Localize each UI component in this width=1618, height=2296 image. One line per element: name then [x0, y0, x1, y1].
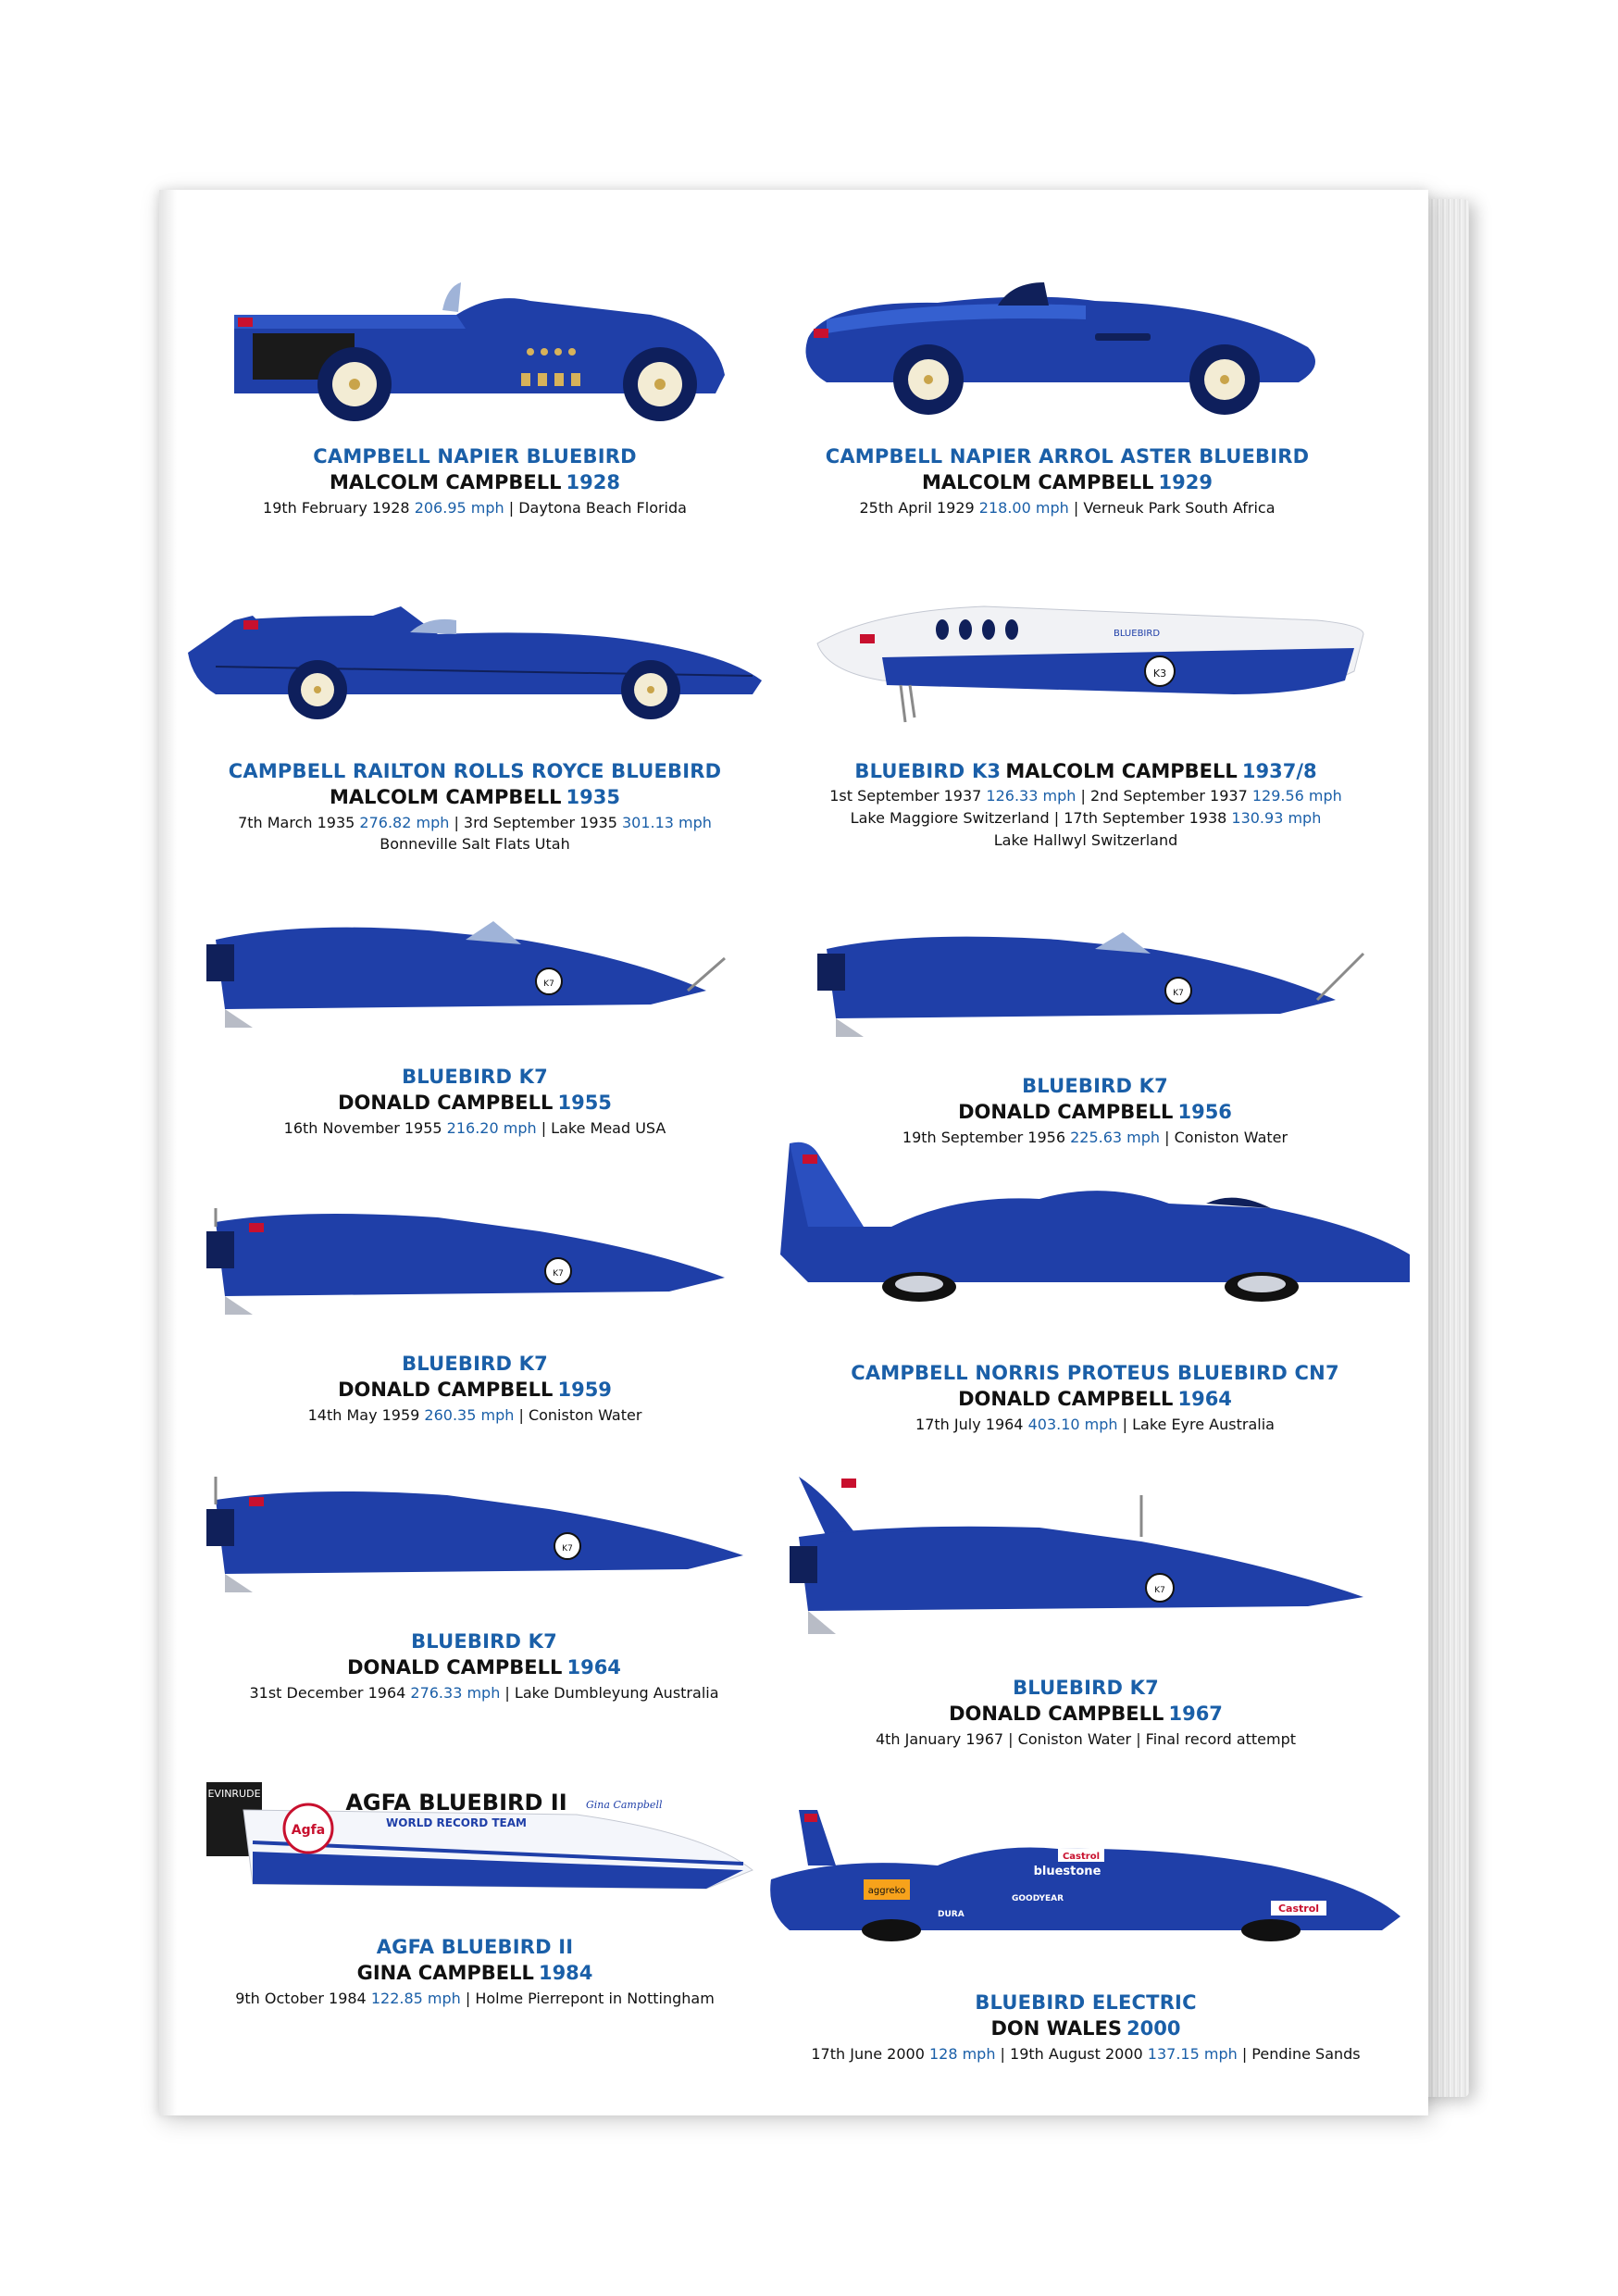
- detail-date: 19th February 1928: [263, 498, 415, 517]
- record-entry-1967: [771, 1458, 1400, 1749]
- record-year: 1928: [566, 471, 620, 494]
- detail-location: | Holme Pierrepont in Nottingham: [460, 1989, 715, 2007]
- driver-name: MALCOLM CAMPBELL: [330, 471, 562, 494]
- driver-line: [179, 784, 771, 810]
- k7-1955-boat-illustration: [188, 903, 762, 1051]
- detail-speed-2: 137.15 mph: [1147, 2044, 1238, 2063]
- record-detail: [179, 813, 771, 833]
- railton-rolls-royce-car-illustration: [179, 579, 771, 745]
- napier-arrol-aster-car-illustration: [790, 264, 1345, 430]
- k7-badge: K7: [1154, 1586, 1165, 1595]
- detail-location: | Pendine Sands: [1237, 2044, 1361, 2063]
- detail-location: | Coniston Water: [1160, 1128, 1288, 1146]
- k7-badge: K7: [1173, 989, 1184, 998]
- record-detail: [771, 1415, 1419, 1435]
- detail-date: 17th July 1964: [915, 1415, 1028, 1433]
- record-year: 1935: [566, 786, 620, 809]
- driver-line: [188, 1960, 762, 1986]
- detail-speed: 403.10 mph: [1027, 1415, 1118, 1433]
- detail-speed-3: 130.93 mph: [1231, 808, 1322, 827]
- detail-date: 19th September 1956: [902, 1128, 1071, 1146]
- book-page: [159, 190, 1428, 2115]
- driver-line: [216, 469, 734, 495]
- detail-speed: 128 mph: [928, 2044, 996, 2063]
- vehicle-name: BLUEBIRD K7: [411, 1630, 557, 1653]
- record-year: 1937/8: [1241, 760, 1317, 782]
- agfa-signature: Gina Campbell: [586, 1799, 663, 1811]
- detail-date: 25th April 1929: [859, 498, 979, 517]
- agfa-bluebird-boat-illustration: [188, 1764, 762, 1921]
- detail-speed: 122.85 mph: [370, 1989, 461, 2007]
- driver-name: DONALD CAMPBELL: [958, 1388, 1174, 1411]
- record-detail: [216, 498, 734, 518]
- driver-line: [188, 1377, 762, 1403]
- detail-date: 1st September 1937: [829, 787, 987, 805]
- agfa-boat-title: AGFA BLUEBIRD II: [345, 1790, 567, 1816]
- engine-brand: EVINRUDE: [207, 1788, 261, 1800]
- detail-location: | Lake Mead USA: [536, 1118, 666, 1137]
- detail-location: | Lake Dumbleyung Australia: [500, 1683, 719, 1702]
- record-year: 1984: [538, 1962, 593, 1985]
- k7-1967-boat-illustration: [771, 1458, 1400, 1662]
- record-detail: [753, 2044, 1419, 2065]
- spine-shadow: [160, 190, 177, 2115]
- detail-speed-2: 129.56 mph: [1251, 787, 1342, 805]
- driver-name: DON WALES: [990, 2017, 1122, 2040]
- driver-name: DONALD CAMPBELL: [347, 1656, 563, 1679]
- record-entry-1964-cn7: [771, 1125, 1419, 1434]
- sponsor-goodyear: GOODYEAR: [1012, 1894, 1064, 1903]
- book-mockup: [159, 190, 1432, 2115]
- vehicle-name: BLUEBIRD K7: [1013, 1677, 1159, 1699]
- detail-speed: 260.35 mph: [424, 1405, 515, 1424]
- record-year: 1959: [557, 1379, 612, 1402]
- vehicle-name: BLUEBIRD K7: [402, 1353, 548, 1375]
- vehicle-name: CAMPBELL NAPIER ARROL ASTER BLUEBIRD: [825, 445, 1310, 468]
- detail-date-2: | 3rd September 1935: [449, 813, 622, 831]
- vehicle-name: CAMPBELL RAILTON ROLLS ROYCE BLUEBIRD: [228, 760, 722, 782]
- driver-line: [771, 1701, 1400, 1727]
- detail-date-2: | 2nd September 1937: [1076, 787, 1252, 805]
- record-detail: [188, 1405, 762, 1426]
- detail-date-2: | 19th August 2000: [995, 2044, 1148, 2063]
- driver-name: DONALD CAMPBELL: [958, 1101, 1174, 1124]
- driver-line: [790, 469, 1345, 495]
- record-entry-1929: [790, 264, 1345, 518]
- detail-speed: 126.33 mph: [986, 787, 1077, 805]
- driver-name: MALCOLM CAMPBELL: [922, 471, 1154, 494]
- driver-line: [799, 1099, 1391, 1125]
- k7-badge: K7: [562, 1544, 573, 1554]
- agfa-boat-subtitle: WORLD RECORD TEAM: [386, 1816, 527, 1829]
- detail-speed: 225.63 mph: [1070, 1128, 1161, 1146]
- driver-name: DONALD CAMPBELL: [338, 1379, 554, 1402]
- k7-badge: K7: [543, 980, 554, 989]
- vehicle-name: CAMPBELL NAPIER BLUEBIRD: [313, 445, 637, 468]
- detail-location: Lake Maggiore Switzerland | 17th September 1938: [850, 808, 1232, 827]
- record-detail: [790, 498, 1345, 518]
- detail-location: | Lake Eyre Australia: [1117, 1415, 1275, 1433]
- record-year: 1967: [1168, 1703, 1223, 1726]
- record-location: Bonneville Salt Flats Utah: [380, 835, 570, 854]
- detail-location: | Daytona Beach Florida: [504, 498, 687, 517]
- vehicle-name: BLUEBIRD ELECTRIC: [975, 1991, 1197, 2014]
- record-entry-1935: [179, 579, 771, 855]
- record-entry-2000: [753, 1791, 1419, 2064]
- record-year: 2000: [1126, 2017, 1181, 2040]
- detail-date: 31st December 1964: [249, 1683, 411, 1702]
- detail-date: 14th May 1959: [307, 1405, 425, 1424]
- driver-line: [188, 1654, 780, 1680]
- sponsor-dura: DURA: [938, 1910, 965, 1919]
- detail-date: 17th June 2000: [811, 2044, 929, 2063]
- detail-location: | Coniston Water: [514, 1405, 642, 1424]
- record-year: 1929: [1158, 471, 1213, 494]
- detail-speed: 218.00 mph: [978, 498, 1069, 517]
- driver-name: DONALD CAMPBELL: [949, 1703, 1164, 1726]
- vehicle-name: BLUEBIRD K7: [1022, 1075, 1168, 1097]
- record-year: 1964: [1177, 1388, 1232, 1411]
- vehicle-name: CAMPBELL NORRIS PROTEUS BLUEBIRD CN7: [851, 1362, 1339, 1384]
- detail-speed: 216.20 mph: [446, 1118, 537, 1137]
- detail-speed-2: 301.13 mph: [621, 813, 712, 831]
- record-entry-1984: [188, 1764, 762, 2008]
- k7-1959-boat-illustration: [188, 1190, 762, 1338]
- detail-date: 16th November 1955: [283, 1118, 447, 1137]
- proteus-cn7-car-illustration: [771, 1125, 1419, 1347]
- record-detail: [188, 1989, 762, 2009]
- driver-line: [753, 2015, 1419, 2041]
- record-detail: [188, 1118, 762, 1139]
- record-entry-1937-8: [799, 579, 1373, 850]
- detail-date: 9th October 1984: [235, 1989, 371, 2007]
- record-year: 1955: [557, 1092, 612, 1115]
- record-detail: 4th January 1967 | Coniston Water | Final record attempt: [875, 1729, 1297, 1748]
- title-line: [799, 758, 1373, 784]
- sponsor-bluestone: bluestone: [1033, 1865, 1101, 1878]
- record-year: 1956: [1177, 1101, 1232, 1124]
- detail-date: 7th March 1935: [238, 813, 360, 831]
- detail-speed: 276.33 mph: [410, 1683, 501, 1702]
- record-detail-2: [799, 808, 1373, 829]
- record-detail: [799, 786, 1373, 806]
- agfa-logo: Agfa: [291, 1823, 326, 1838]
- record-year: 1964: [566, 1656, 621, 1679]
- record-entry-1955: [188, 903, 762, 1138]
- record-location: Lake Hallwyl Switzerland: [993, 830, 1178, 849]
- vehicle-name: BLUEBIRD K3: [854, 760, 1002, 782]
- driver-line: [188, 1090, 762, 1116]
- record-entry-1928: [216, 264, 734, 518]
- record-detail: [188, 1683, 780, 1703]
- vehicle-name: AGFA BLUEBIRD II: [376, 1936, 574, 1958]
- detail-speed: 206.95 mph: [414, 498, 504, 517]
- napier-bluebird-car-illustration: [216, 264, 734, 430]
- k7-badge: K7: [553, 1269, 564, 1279]
- driver-name: MALCOLM CAMPBELL: [1005, 760, 1238, 782]
- detail-speed: 276.82 mph: [359, 813, 450, 831]
- detail-location: | Verneuk Park South Africa: [1068, 498, 1276, 517]
- bluebird-electric-car-illustration: [753, 1791, 1419, 1977]
- sponsor-aggreko: aggreko: [867, 1886, 906, 1896]
- driver-name: GINA CAMPBELL: [356, 1962, 534, 1985]
- driver-line: [771, 1386, 1419, 1412]
- record-entry-1964-k7: [188, 1467, 780, 1703]
- bluebird-k3-boat-illustration: [799, 579, 1373, 745]
- k7-1964-boat-illustration: [188, 1467, 780, 1616]
- vehicle-name: BLUEBIRD K7: [402, 1066, 548, 1088]
- k3-hull-text: BLUEBIRD: [1114, 629, 1161, 639]
- driver-name: DONALD CAMPBELL: [338, 1092, 554, 1115]
- k7-1956-boat-illustration: [799, 912, 1391, 1060]
- driver-name: MALCOLM CAMPBELL: [330, 786, 562, 809]
- record-entry-1959: [188, 1190, 762, 1425]
- record-entry-1956: [799, 912, 1391, 1147]
- sponsor-castrol-top: Castrol: [1062, 1852, 1101, 1862]
- sponsor-castrol-nose: Castrol: [1277, 1903, 1320, 1915]
- k3-badge: K3: [1152, 668, 1167, 680]
